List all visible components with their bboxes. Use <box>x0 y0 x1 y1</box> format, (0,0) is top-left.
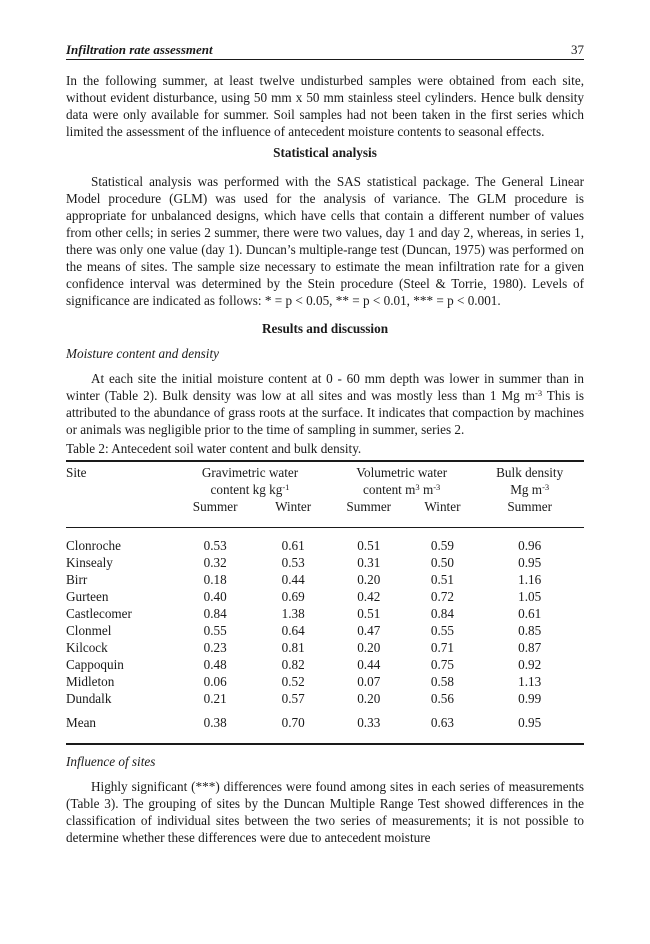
value-cell: 0.52 <box>281 674 305 689</box>
value-cell: 0.59 <box>430 538 454 553</box>
table-row <box>66 622 584 639</box>
value-cell: 0.32 <box>203 555 227 570</box>
value-cell: 0.20 <box>357 691 381 706</box>
site-cell: Gurteen <box>66 589 109 604</box>
season-header: Summer <box>346 499 392 514</box>
table-row <box>66 528 584 555</box>
mean-value-cell: 0.95 <box>518 715 542 730</box>
value-cell: 0.96 <box>518 538 542 553</box>
site-column-header: Site <box>66 465 87 480</box>
value-cell: 0.44 <box>357 657 381 672</box>
volumetric-header: Volumetric water <box>356 465 448 480</box>
mean-value-cell: 0.63 <box>430 715 454 730</box>
moisture-subheading: Moisture content and density <box>66 346 219 361</box>
value-cell: 0.40 <box>203 589 227 604</box>
season-header: Winter <box>424 499 461 514</box>
season-header: Winter <box>275 499 312 514</box>
value-cell: 0.55 <box>203 623 227 638</box>
running-title: Infiltration rate assessment <box>66 42 213 57</box>
value-cell: 0.44 <box>281 572 305 587</box>
statistical-analysis-heading: Statistical analysis <box>273 145 377 160</box>
value-cell: 0.20 <box>357 572 381 587</box>
value-cell: 0.87 <box>518 640 542 655</box>
site-cell: Cappoquin <box>66 657 124 672</box>
mean-value-cell: 0.38 <box>203 715 227 730</box>
table-row <box>66 554 584 571</box>
mean-label-cell: Mean <box>66 715 97 730</box>
value-cell: 0.58 <box>430 674 454 689</box>
value-cell: 1.05 <box>518 589 542 604</box>
mean-value-cell: 0.33 <box>357 715 381 730</box>
results-heading: Results and discussion <box>261 321 389 336</box>
season-header: Summer <box>507 499 553 514</box>
value-cell: 0.06 <box>203 674 227 689</box>
value-cell: 0.53 <box>203 538 227 553</box>
value-cell: 0.48 <box>203 657 227 672</box>
season-header: Summer <box>192 499 238 514</box>
site-cell: Kinsealy <box>66 555 113 570</box>
value-cell: 0.71 <box>430 640 454 655</box>
moisture-paragraph: At each site the initial moisture content at 0 - 60 mm depth was lower in summer than in winter (Table 2). Bulk density was low at all sites and was mostly less than 1 Mg $m^{-3}$ This is attributed to the abundance of grass roots at the surface. It indicates that compaction by machines or animals was negligible prior to the time of sampling in summer, series 2. <box>66 371 584 437</box>
value-cell: 0.20 <box>357 640 381 655</box>
value-cell: 0.07 <box>357 674 381 689</box>
mean-value-cell: 0.70 <box>281 715 305 730</box>
value-cell: 0.42 <box>357 589 381 604</box>
table-header-units-row <box>66 481 584 498</box>
value-cell: 0.56 <box>430 691 454 706</box>
value-cell: 0.23 <box>203 640 227 655</box>
value-cell: 0.85 <box>518 623 542 638</box>
table-caption: Table 2: Antecedent soil water content and bulk density. <box>66 441 362 456</box>
site-cell: Clonmel <box>66 623 112 638</box>
value-cell: 0.55 <box>430 623 454 638</box>
site-cell: Clonroche <box>66 538 121 553</box>
site-cell: Dundalk <box>66 691 112 706</box>
site-cell: Castlecomer <box>66 606 132 621</box>
gravimetric-units: content kg $kg^{-1}$ <box>210 482 290 497</box>
table-row <box>66 639 584 656</box>
statistical-analysis-paragraph: Statistical analysis was performed with the SAS statistical package. The General Linear Model procedure (GLM) was used for the analysis of variance. The GLM procedure is appropriate for unbalanced designs, which have cells that contain a different number of values from other cells; in series 2 summer, there were two values, day 1 and day 2, whereas, in series 1, there was only one value (day 1). Duncan’s multiple-range test (Duncan, 1975) was performed on the means of sites. The sample size necessary to estimate the mean infiltration rate for a given confidence interval was determined by the Stein procedure (Steel & Torrie, 1980). Levels of significance are indicated as follows: * = p < 0.05, ** = p < 0.01, *** = p < 0.001. <box>66 174 584 308</box>
soil-water-table <box>66 460 584 745</box>
table-row <box>66 690 584 707</box>
volumetric-units: content $m^3$ $m^{-3}$ <box>363 482 441 497</box>
value-cell: 0.31 <box>357 555 381 570</box>
value-cell: 0.92 <box>518 657 542 672</box>
value-cell: 0.95 <box>518 555 542 570</box>
journal-page <box>66 40 584 846</box>
value-cell: 0.61 <box>518 606 542 621</box>
value-cell: 0.47 <box>357 623 381 638</box>
value-cell: 0.64 <box>281 623 305 638</box>
value-cell: 0.51 <box>357 606 381 621</box>
value-cell: 0.81 <box>281 640 305 655</box>
table-row <box>66 656 584 673</box>
value-cell: 0.82 <box>281 657 305 672</box>
sites-paragraph: Highly significant (***) differences were found among sites in each series of measurements (Table 3). The grouping of sites by the Duncan Multiple Range Test showed differences in the classification of individual sites between the two series of measurements; it is not possible to determine whether these differences were due to antecedent moisture <box>66 779 584 845</box>
table-row <box>66 571 584 588</box>
table-row <box>66 588 584 605</box>
value-cell: 0.72 <box>430 589 454 604</box>
table-header-row <box>66 461 584 481</box>
value-cell: 1.13 <box>518 674 542 689</box>
site-cell: Midleton <box>66 674 115 689</box>
table-season-row <box>66 498 584 528</box>
gravimetric-header: Gravimetric water <box>201 465 299 480</box>
value-cell: 0.99 <box>518 691 542 706</box>
value-cell: 0.50 <box>430 555 454 570</box>
bulk-density-units: Mg $m^{-3}$ <box>510 482 550 497</box>
value-cell: 0.18 <box>203 572 227 587</box>
value-cell: 0.57 <box>281 691 305 706</box>
table-row <box>66 605 584 622</box>
value-cell: 1.38 <box>281 606 305 621</box>
page-number: 37 <box>571 42 584 57</box>
bulk-density-header: Bulk density <box>496 465 564 480</box>
value-cell: 0.51 <box>430 572 454 587</box>
table-row <box>66 673 584 690</box>
value-cell: 0.69 <box>281 589 305 604</box>
site-cell: Kilcock <box>66 640 108 655</box>
value-cell: 0.53 <box>281 555 305 570</box>
value-cell: 0.84 <box>430 606 454 621</box>
value-cell: 0.61 <box>281 538 305 553</box>
table-mean-row <box>66 707 584 744</box>
sites-subheading: Influence of sites <box>66 754 156 769</box>
value-cell: 0.21 <box>203 691 227 706</box>
running-header <box>66 40 584 60</box>
value-cell: 1.16 <box>518 572 542 587</box>
site-cell: Birr <box>66 572 88 587</box>
intro-paragraph: In the following summer, at least twelve undisturbed samples were obtained from each site, without evident disturbance, using 50 mm x 50 mm stainless steel cylinders. Hence bulk density data were only available for summer. Soil samples had not been taken in the first series which limited the assessment of the influence of antecedent moisture contents to seasonal effects. <box>66 73 584 139</box>
value-cell: 0.84 <box>203 606 227 621</box>
value-cell: 0.51 <box>357 538 381 553</box>
value-cell: 0.75 <box>430 657 454 672</box>
